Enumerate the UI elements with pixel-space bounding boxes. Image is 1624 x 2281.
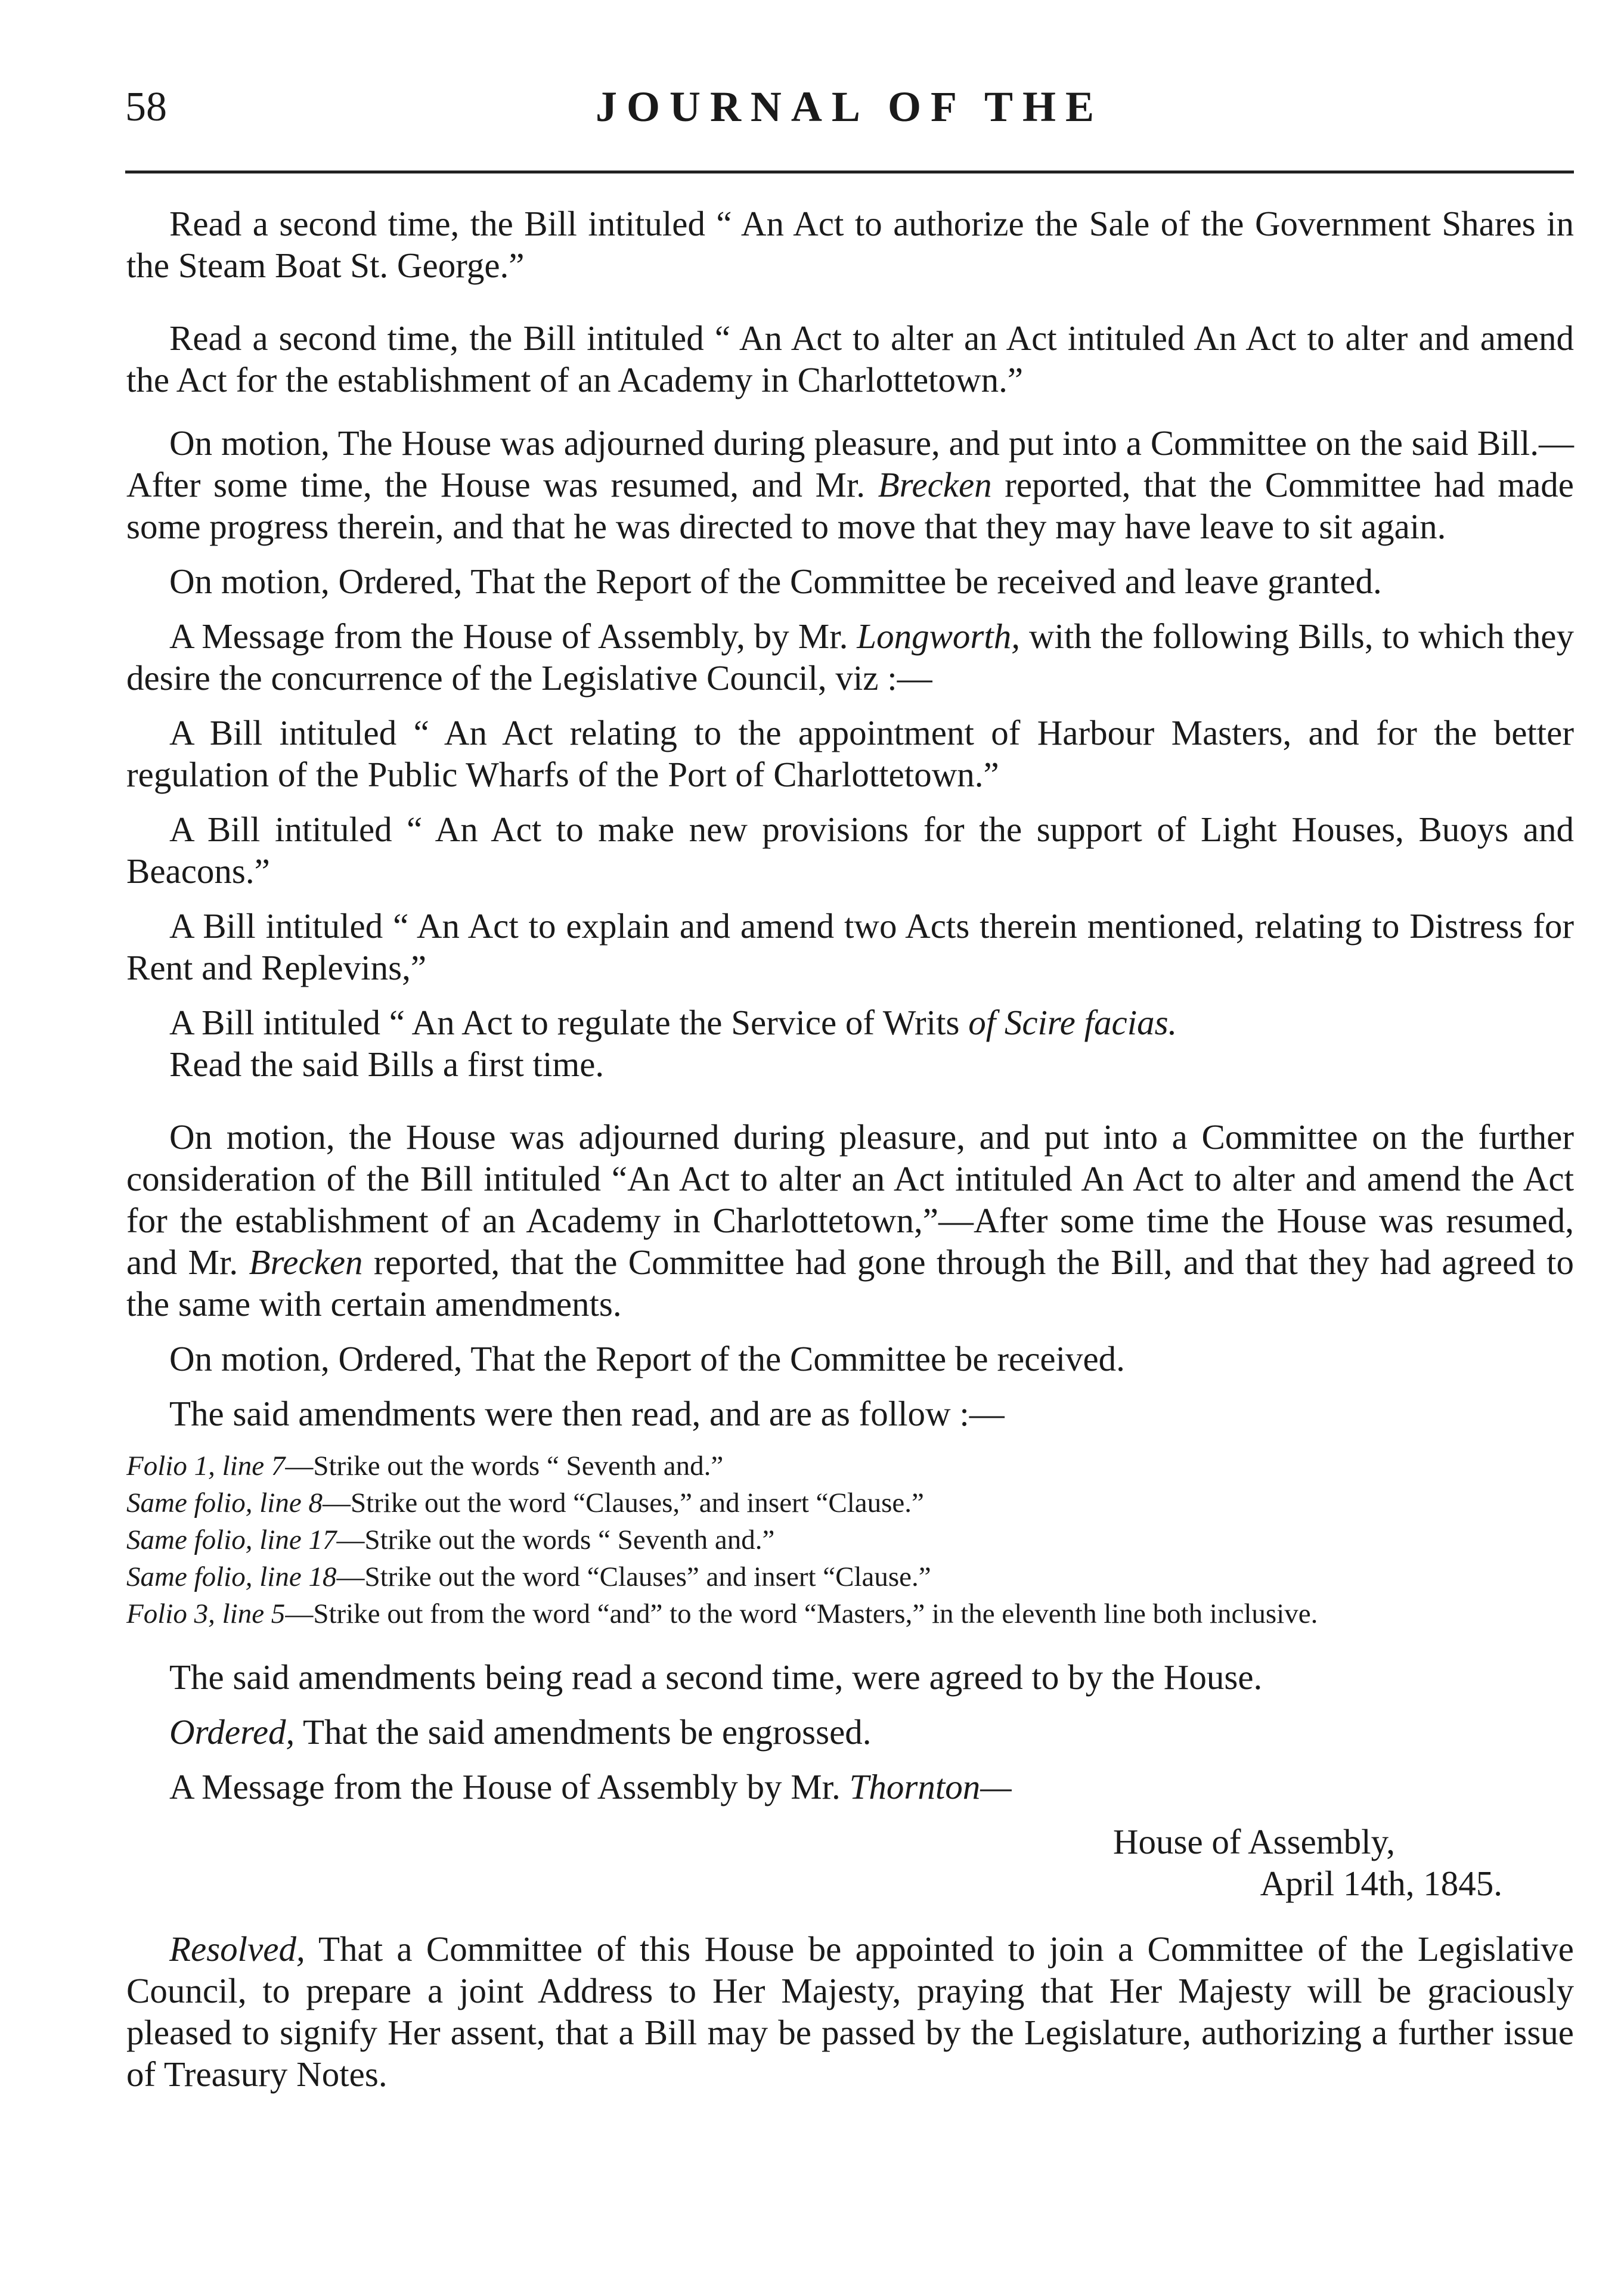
entry-committee-amendments: On motion, the House was adjourned during pleasure, and put into a Committee on the further consideration of the Bill intituled “An Act to alter an Act intituled An Act to alter and amend the Act for the establishment of an Academy in Charlottetown,”—After some time the House was resumed, and Mr. Brecken reported, that the Committee had gone through the Bill, and that they had agreed to the same with certain amendments. <box>126 1117 1574 1324</box>
member-name: Thornton— <box>849 1767 1012 1806</box>
page-header <box>125 78 1574 149</box>
entry-first-reading: Read the said Bills a first time. <box>169 1045 605 1084</box>
entry-amendments-read: The said amendments were then read, and are as follow :— <box>169 1394 1005 1433</box>
entry-committee-progress: On motion, The House was adjourned during pleasure, and put into a Committee on the said Bill.—After some time, the House was resumed, and Mr. Brecken reported, that the Committee had made some progress therein, and that he was directed to move that they may have leave to sit again. <box>126 423 1574 546</box>
entry-message-thornton: A Message from the House of Assembly by Mr. Thornton— <box>169 1767 1012 1806</box>
amendment-item: Same folio, line 18—Strike out the word “Clauses” and insert “Clause.” <box>126 1561 931 1592</box>
member-name: Brecken <box>878 465 992 504</box>
bill-harbour-masters: A Bill intituled “ An Act relating to the appointment of Harbour Masters, and for the better regulation of the Public Wharfs of the Port of Charlottetown.” <box>126 713 1574 794</box>
dateline-place: House of Assembly, <box>1112 1822 1395 1861</box>
entry-report-received: On motion, Ordered, That the Report of the Committee be received and leave granted. <box>169 562 1382 601</box>
entry-second-reading-steam-boat: Read a second time, the Bill intituled “ An Act to authorize the Sale of the Government Shares in the Steam Boat St. George.” <box>126 204 1574 285</box>
amendment-item: Same folio, line 8—Strike out the word “Clauses,” and insert “Clause.” <box>126 1487 924 1518</box>
journal-body <box>126 203 1574 2116</box>
dateline-date: April 14th, 1845. <box>1260 1864 1502 1903</box>
header-rule <box>125 171 1574 173</box>
running-title: JOURNAL OF THE <box>595 83 1104 131</box>
page-number: 58 <box>125 84 167 130</box>
amendment-item: Folio 1, line 7—Strike out the words “ Seventh and.” <box>126 1451 724 1482</box>
entry-message-assembly: A Message from the House of Assembly, by Mr. Longworth, with the following Bills, to which they desire the concurrence of the Legislative Council, viz :— <box>126 616 1574 698</box>
entry-amendments-agreed: The said amendments being read a second time, were agreed to by the House. <box>169 1657 1263 1697</box>
amendment-item: Folio 3, line 5—Strike out from the word “and” to the word “Masters,” in the eleventh line both inclusive. <box>126 1598 1318 1629</box>
entry-second-reading-academy: Read a second time, the Bill intituled “ An Act to alter an Act intituled An Act to alter and amend the Act for the establishment of an Academy in Charlottetown.” <box>126 318 1574 399</box>
member-name: Longworth, <box>857 616 1021 656</box>
entry-amendments-engrossed: Ordered, That the said amendments be engrossed. <box>169 1712 872 1752</box>
member-name: Brecken <box>249 1242 363 1282</box>
amendments-list <box>126 1448 1574 1632</box>
entry-resolution: Resolved, That a Committee of this House be appointed to join a Committee of the Legislative Council, to prepare a joint Address to Her Majesty, praying that Her Majesty will be graciously pleased to signify Her assent, that a Bill may be passed by the Legislature, authorizing a further issue of Treasury Notes. <box>126 1929 1574 2094</box>
amendment-item: Same folio, line 17—Strike out the words “ Seventh and.” <box>126 1524 775 1555</box>
entry-report-received-2: On motion, Ordered, That the Report of the Committee be received. <box>169 1339 1125 1378</box>
bill-scire-facias: A Bill intituled “ An Act to regulate the Service of Writs of Scire facias. <box>169 1003 1177 1042</box>
bill-light-houses: A Bill intituled “ An Act to make new provisions for the support of Light Houses, Buoys and Beacons.” <box>126 810 1574 891</box>
bill-distress-for-rent: A Bill intituled “ An Act to explain and amend two Acts therein mentioned, relating to Distress for Rent and Replevins,” <box>126 906 1574 987</box>
